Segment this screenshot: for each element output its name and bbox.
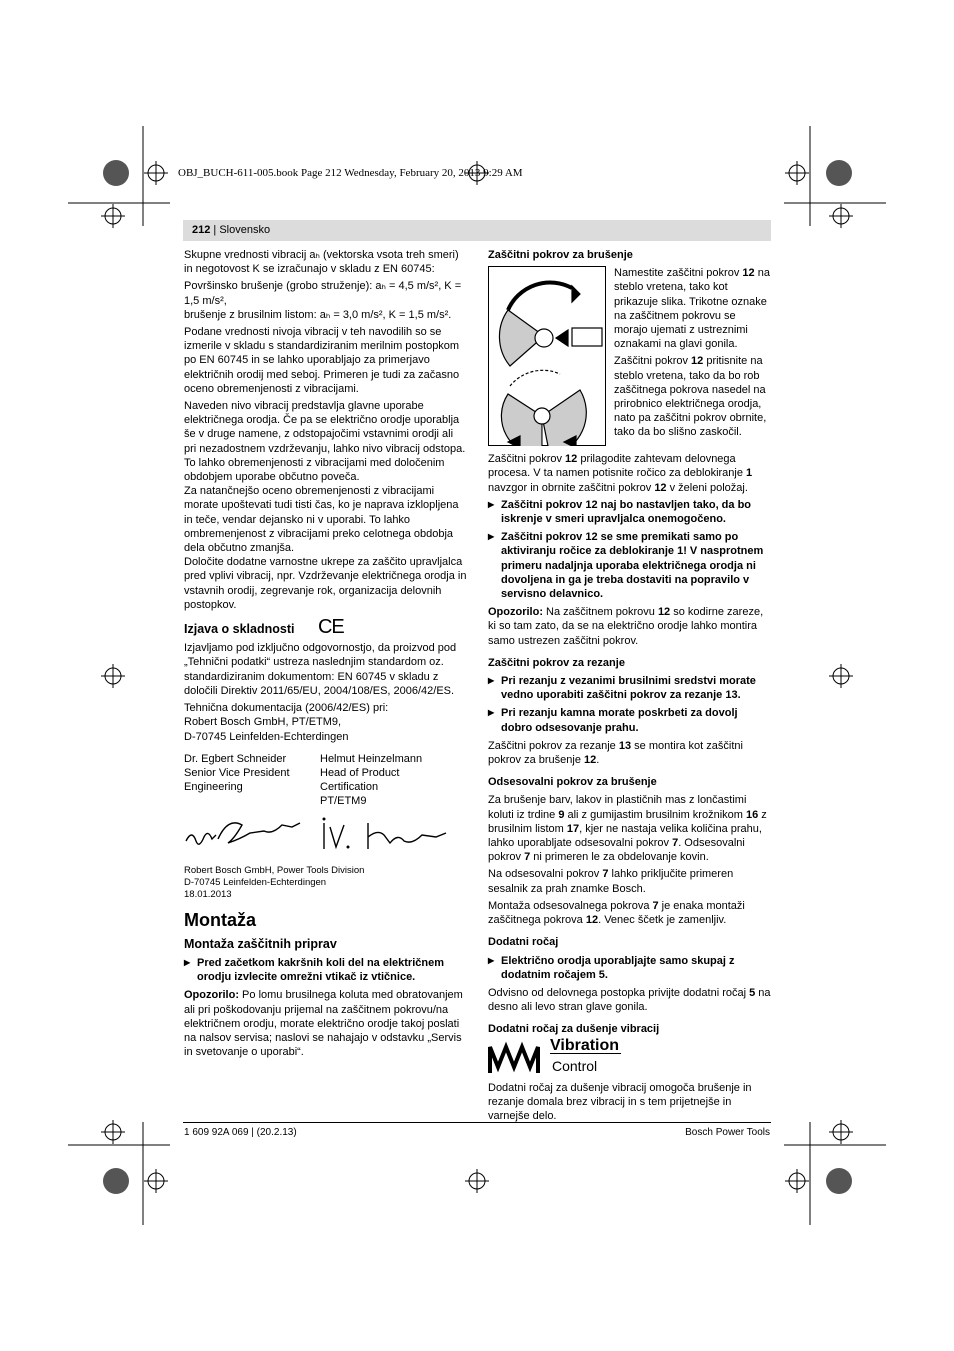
paragraph: Zaščitni pokrov za rezanje 13 se montira kot zaščitni pokrov za brušenje 12.	[488, 739, 743, 767]
paragraph: Določite dodatne varnostne ukrepe za zaščito upravljalca pred vplivi vibracij, npr. Vzdrževanje električnega orodja in vstavnih orodij, zegrevanje rok, organizacija delovnih postopkov.	[184, 556, 467, 611]
paragraph: D-70745 Leinfelden-Echterdingen	[184, 730, 349, 743]
footer-brand: Bosch Power Tools	[685, 1127, 770, 1138]
paragraph: Dodatni ročaj za dušenje vibracij omogoča brušenje in rezanje domala brez vibracij in s tem prijetnejše in varnejše delo.	[488, 1081, 752, 1122]
vibration-control-logo	[488, 1036, 638, 1077]
page-number: 212	[192, 224, 211, 236]
paragraph: Opozorilo: Na zaščitnem pokrovu 12 so kodirne zareze, ki so tam zato, da se na električno orodje lahko montira samo ustrezen zaščitni pokrov.	[488, 606, 764, 647]
paragraph: Namestite zaščitni pokrov 12 na steblo vretena, tako kot prikazuje slika. Trikotne oznake na zaščitnem pokrovu se morajo ujemati z ustreznimi oznakami na glavi gonila.	[614, 267, 770, 351]
paragraph: Na odsesovalni pokrov 7 lahko priključite primeren sesalnik za prah znamke Bosch.	[488, 868, 734, 895]
paragraph: Opozorilo: Po lomu brusilnega koluta med obratovanjem ali pri poškodovanju prijemal na zaščitnem pokrovu/na električnem orodju, morate električno orodje takoj poslati na nalsov servisa; naslovi se nahajajo v odstavku „Servis in svetovanje o uporabi“.	[184, 989, 463, 1059]
paragraph: Za brušenje barv, lakov in plastičnih mas z lončastimi koluti iz trdine 9 ali z gumijastim brusilnim krožnikom 16 z brusilnim listom 17, kjer ne nastaja velika količina prahu, lahko uporabljate odsesovalni pokrov 7. Odsesovalni pokrov 7 ni primeren le za obdelovanje kovin.	[488, 794, 767, 864]
paragraph: Zaščitni pokrov 12 prilagodite zahtevam delovnega procesa. V ta namen potisnite ročico za deblokiranje 1 navzgor in obrnite zaščitni pokrov 12 v želeni položaj.	[488, 453, 753, 494]
right-column	[488, 248, 771, 1126]
signature-image	[184, 815, 464, 861]
signatory-block: Dr. Egbert Schneider Senior Vice President Engineering Helmut Heinzelmann Head of Product Certification PT/ETM9	[184, 752, 423, 808]
language-label: Slovensko	[219, 224, 271, 236]
warning-bullet: ▶ Zaščitni pokrov 12 se sme premikati samo po aktiviranju ročice za deblokiranje 1! V nasprotnem primeru nadaljnja uporaba električnega orodja ni dovoljena in ga je treba dostaviti na popravilo v servisno delavnico.	[488, 530, 771, 601]
page-header: 212 | Slovensko	[192, 224, 271, 236]
paragraph: Za natančnejšo oceno obremenjenosti z vibracijami morate upoštevati tudi tisti čas, ko je naprava izklopljena in teče, vendar dejansko ni v uporabi. To lahko ombremenjenost z vibracijami preko celotnega obdobja dela občutno zmanjša.	[184, 485, 459, 555]
warning-bullet: ▶ Pred začetkom kakršnih koli del na električnem orodju izvlecite omrežni vtikač iz vtičnice.	[184, 956, 468, 984]
warning-bullet: ▶ Zaščitni pokrov 12 naj bo nastavljen tako, da bo iskrenje v smeri upravljalca onemogočeno.	[488, 498, 771, 526]
chapter-heading: Montaža	[184, 909, 256, 930]
footer-rule	[183, 1122, 771, 1123]
section-heading: Dodatni ročaj za dušenje vibracij	[488, 1023, 660, 1036]
paragraph: Izjavljamo pod izključno odgovornostjo, da proizvod pod „Tehnični podatki“ ustreza naslednjim standardom oz. standardiziranim dokumentom: EN 60745 v skladu z določili Direktiv 2011/65/EU, 2004/108/ES, 2006/42/ES.	[184, 642, 457, 697]
guard-mounting-figure	[488, 266, 606, 446]
section-heading: Zaščitni pokrov za rezanje	[488, 656, 625, 669]
paragraph: Odvisno od delovnega postopka privijte dodatni ročaj 5 na desno ali levo stran glave gonila.	[488, 986, 771, 1014]
warning-bullet: ▶ Pri rezanju kamna morate poskrbeti za dovolj dobro odsesovanje prahu.	[488, 706, 771, 734]
left-column	[184, 248, 468, 1062]
footer-doc-number: 1 609 92A 069 | (20.2.13)	[184, 1127, 297, 1138]
paragraph: Tehnična dokumentacija (2006/42/ES) pri:	[184, 702, 389, 715]
section-heading: Odsesovalni pokrov za brušenje	[488, 776, 657, 789]
paragraph: Površinsko brušenje (grobo struženje): aₕ = 4,5 m/s², K = 1,5 m/s²,	[184, 280, 462, 307]
section-heading: Dodatni ročaj	[488, 936, 559, 949]
address-line: D-70745 Leinfelden-Echterdingen	[184, 876, 327, 888]
paragraph: Podane vrednosti nivoja vibracij v teh navodilih so se izmerile v skladu s standardiziranim merilnim postopkom po EN 60745 in se lahko uporabljajo za primerjavo električnih orodij med seboj. Primeren je tudi za začasno oceno obremenjenosti z vibracijami.	[184, 326, 460, 395]
paragraph: Zaščitni pokrov 12 pritisnite na steblo vretena, tako da bo rob zaščitnega pokrova nasedel na prirobnico električnega orodja, nato pa zaščitni pokrov obrnite, tako da bo slišno zaskočil.	[614, 355, 767, 439]
warning-bullet: ▶ Električno orodja uporabljajte samo skupaj z dodatnim ročajem 5.	[488, 954, 771, 982]
ce-mark-icon: CE	[317, 616, 344, 639]
paragraph: Robert Bosch GmbH, PT/ETM9,	[184, 716, 342, 729]
header-bar	[183, 220, 771, 241]
section-heading: Montaža zaščitnih priprav	[184, 936, 337, 951]
paragraph: brušenje z brusilnim listom: aₕ = 3,0 m/s², K = 1,5 m/s².	[184, 308, 452, 321]
logo-text-bottom: Control	[552, 1057, 598, 1074]
paragraph: Naveden nivo vibracij predstavlja glavne uporabe električnega orodja. Če pa se električno orodje uporablja še v druge namene, z odstopajočimi vstavnimi orodji ali pri nezadostnem vzdrževanju, lahko nivo vibracij odstopa. To lahko obremenjenosti z vibracijami med določenim obdobjem uporabe občutno poveča.	[184, 400, 466, 484]
figure-block	[488, 266, 771, 446]
date-line: 18.01.2013	[184, 888, 232, 900]
logo-text-top: Vibration	[550, 1036, 620, 1054]
vibration-wave-icon	[488, 1041, 548, 1075]
section-heading: Zaščitni pokrov za brušenje	[488, 249, 633, 261]
section-heading: Izjava o skladnosti CE	[184, 616, 344, 639]
address-line: Robert Bosch GmbH, Power Tools Division	[184, 864, 365, 876]
print-slug: OBJ_BUCH-611-005.book Page 212 Wednesday, February 20, 2013 9:29 AM	[178, 167, 523, 179]
paragraph: Skupne vrednosti vibracij aₕ (vektorska vsota treh smeri) in negotovost K se izračunajo v skladu z EN 60745:	[184, 249, 459, 276]
paragraph: Montaža odsesovalnega pokrova 7 je enaka montaži zaščitnega pokrova 12. Venec ščetk je zamenljiv.	[488, 899, 745, 927]
warning-bullet: ▶ Pri rezanju z vezanimi brusilnimi sredstvi morate vedno uporabiti zaščitni pokrov za rezanje 13.	[488, 674, 771, 702]
